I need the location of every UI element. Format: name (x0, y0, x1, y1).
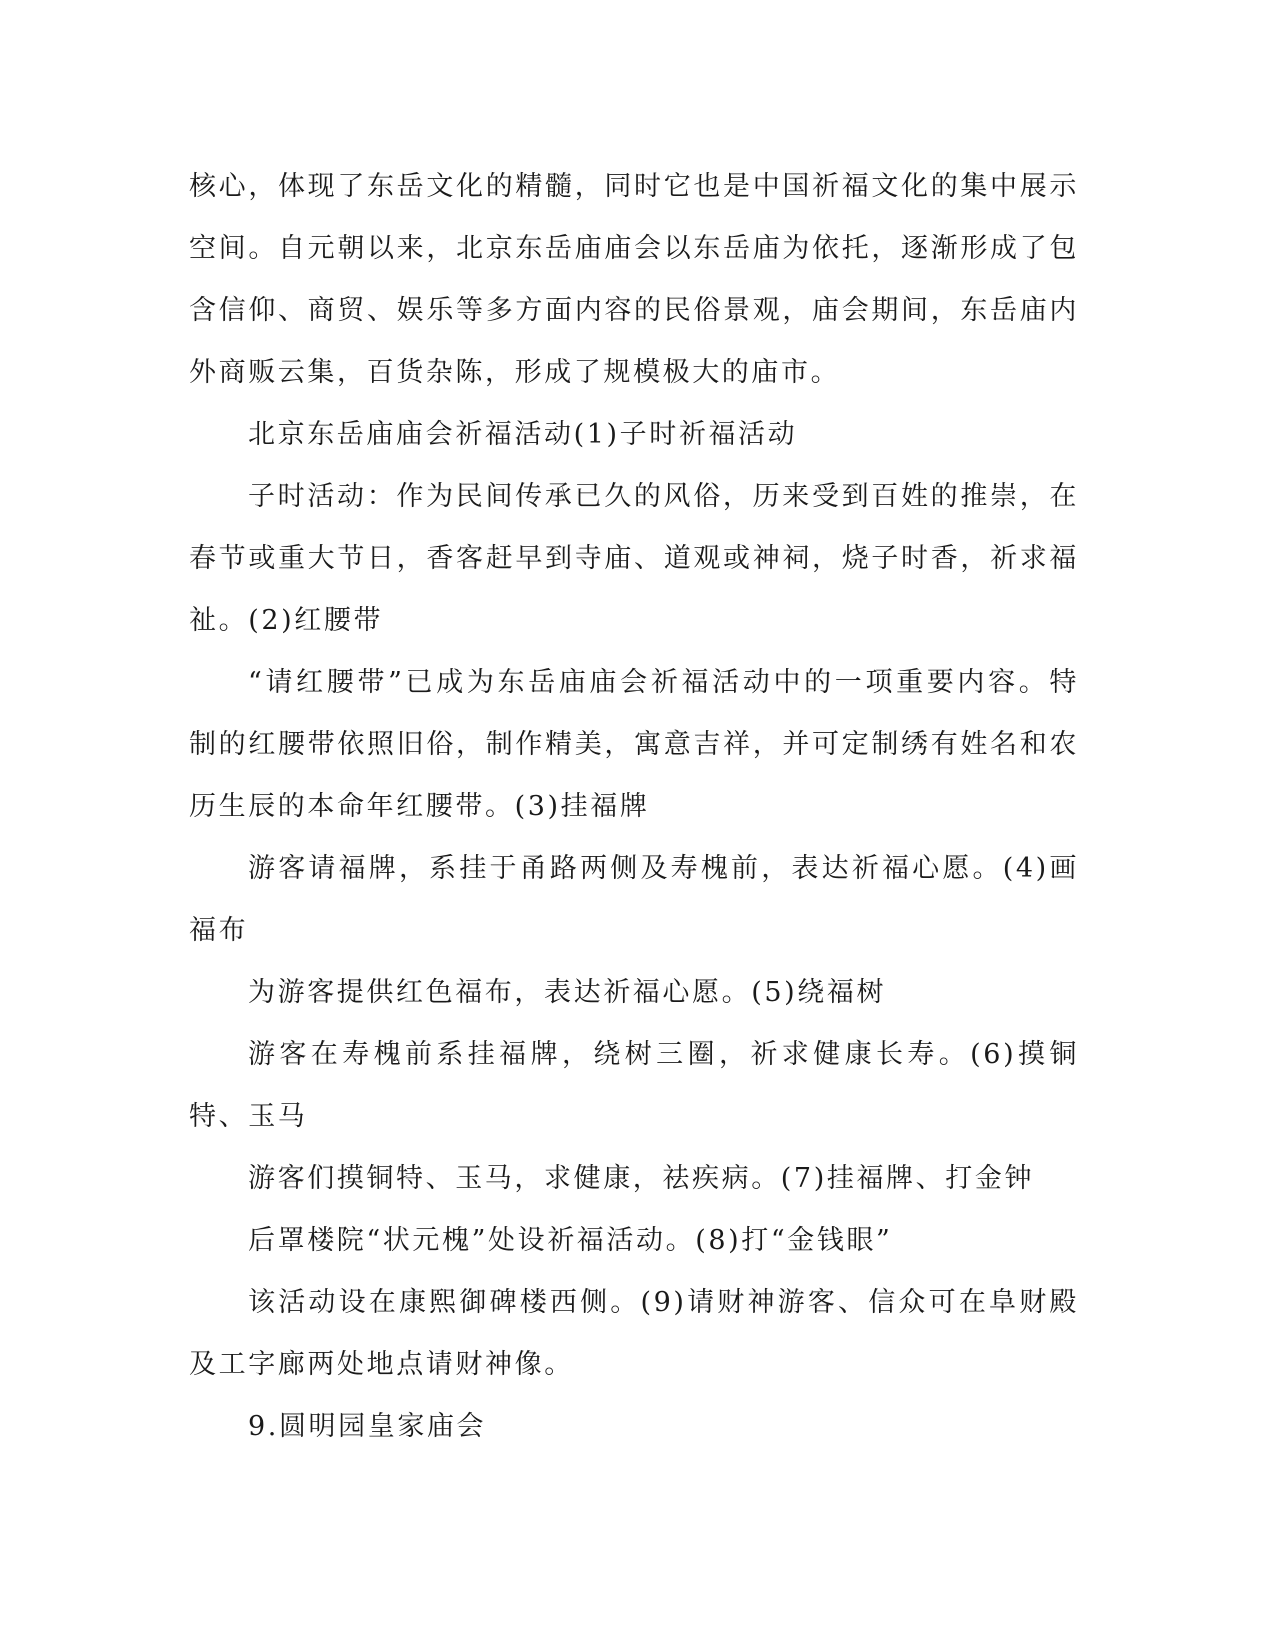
paragraph-blessing-cloth: 为游客提供红色福布，表达祈福心愿。(5)绕福树 (248, 977, 887, 1008)
paragraph-red-belt: “请红腰带”已成为东岳庙庙会祈福活动中的一项重要内容。特制的红腰带依照旧俗，制作精美，寓意吉祥，并可定制绣有姓名和农历生辰的本命年红腰带。(3)挂福牌 (189, 667, 1079, 822)
paragraph-blessing-plaque: 游客请福牌，系挂于甬路两侧及寿槐前，表达祈福心愿。(4)画福布 (189, 853, 1079, 946)
paragraph-scholar-tree: 后罩楼院“状元槐”处设祈福活动。(8)打“金钱眼” (248, 1225, 893, 1256)
paragraph-midnight-activity: 子时活动：作为民间传承已久的风俗，历来受到百姓的推崇，在春节或重大节日，香客赶早到寺庙、道观或神祠，烧子时香，祈求福祉。(2)红腰带 (189, 481, 1079, 636)
paragraph-god-of-wealth: 该活动设在康熙御碑楼西侧。(9)请财神游客、信众可在阜财殿及工字廊两处地点请财神像。 (189, 1287, 1079, 1380)
section-heading-yuanmingyuan: 9.圆明园皇家庙会 (248, 1411, 487, 1442)
paragraph-intro: 核心，体现了东岳文化的精髓，同时它也是中国祈福文化的集中展示空间。自元朝以来，北京东岳庙庙会以东岳庙为依托，逐渐形成了包含信仰、商贸、娱乐等多方面内容的民俗景观，庙会期间，东岳庙内外商贩云集，百货杂陈，形成了规模极大的庙市。 (189, 171, 1079, 388)
paragraph-blessing-tree: 游客在寿槐前系挂福牌，绕树三圈，祈求健康长寿。(6)摸铜特、玉马 (189, 1039, 1079, 1132)
paragraph-heading-prayer-activities: 北京东岳庙庙会祈福活动(1)子时祈福活动 (248, 419, 798, 450)
document-body (189, 156, 1079, 1458)
paragraph-bronze-horse: 游客们摸铜特、玉马，求健康，祛疾病。(7)挂福牌、打金钟 (248, 1163, 1035, 1194)
